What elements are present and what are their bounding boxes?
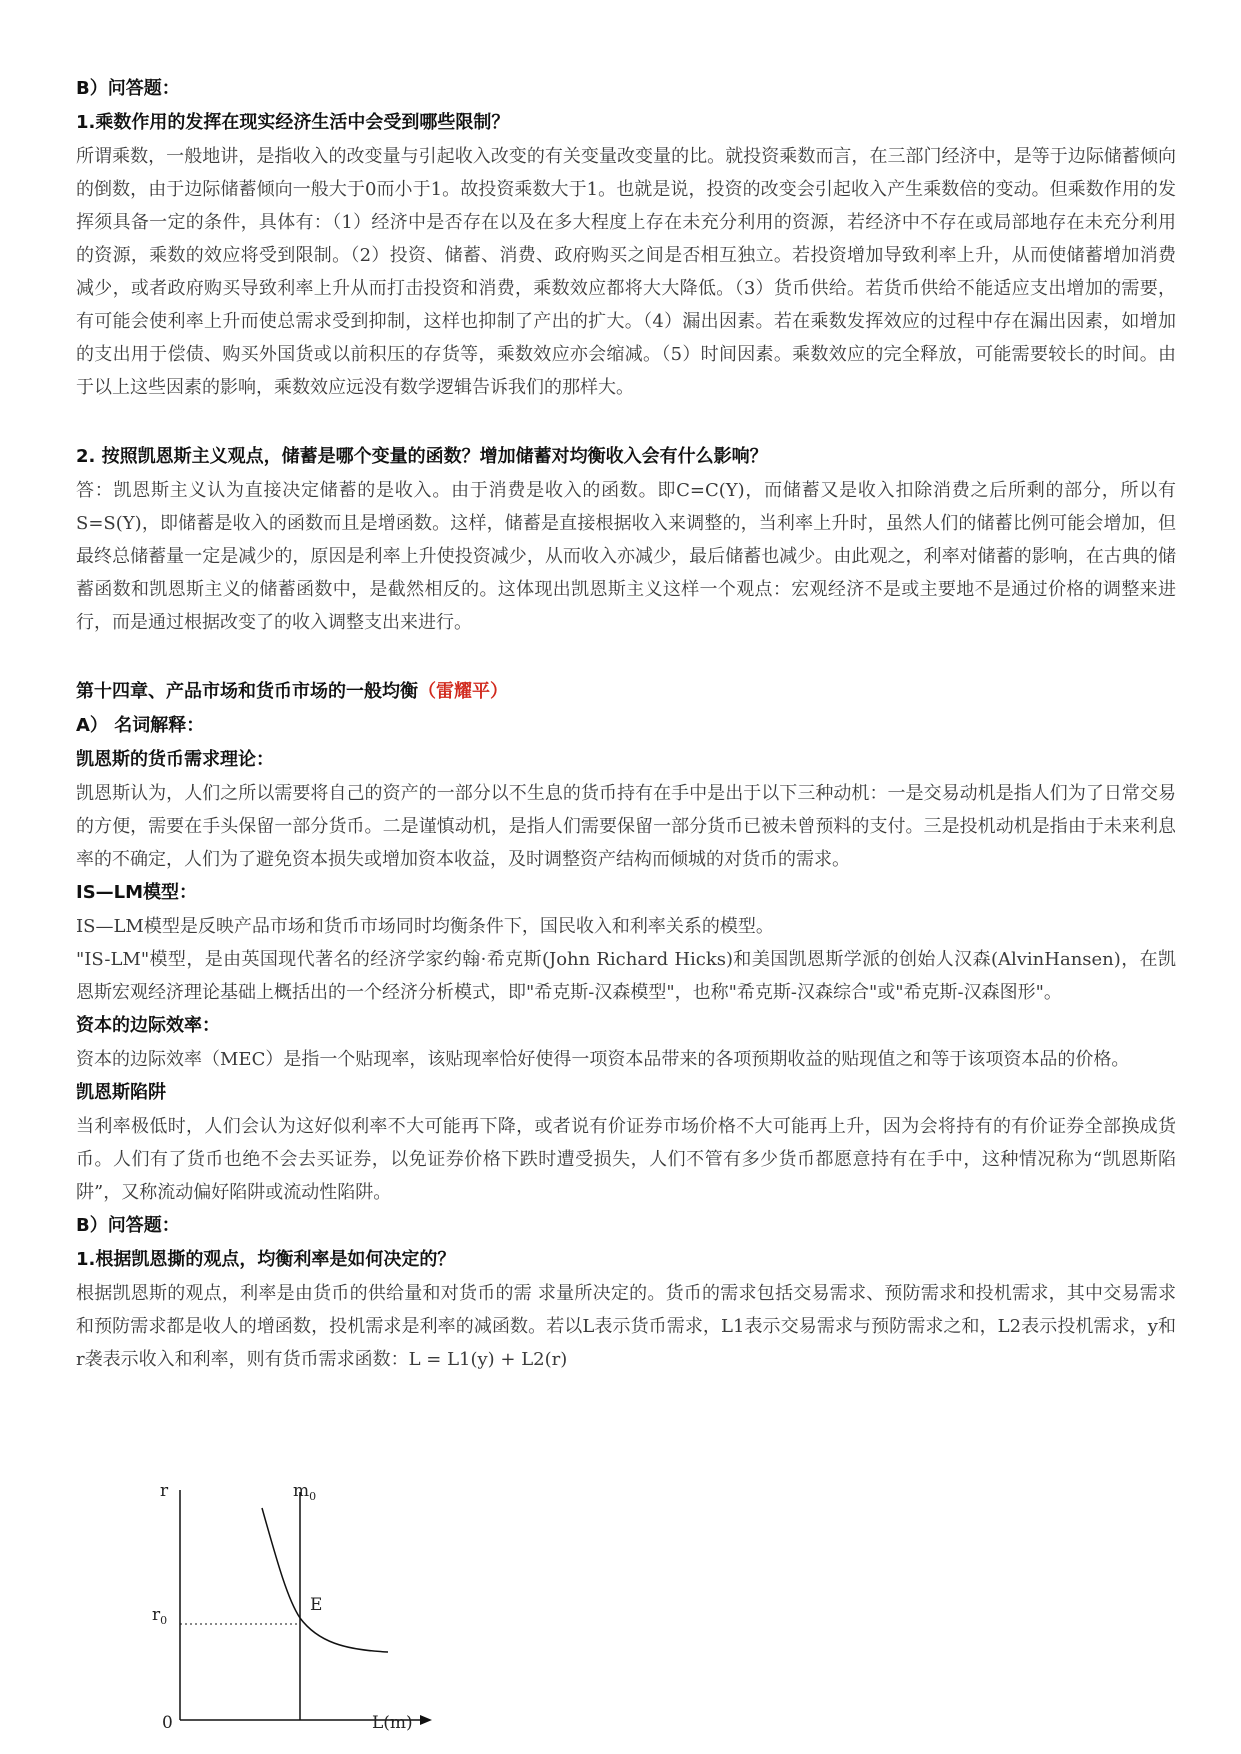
money-supply-label-sub: 0 xyxy=(309,1490,317,1503)
term-mec: 资本的边际效率： xyxy=(76,1015,220,1036)
chapter-author: （雷耀平） xyxy=(418,681,508,702)
origin-label: 0 xyxy=(162,1713,173,1733)
qa-heading: B）问答题： xyxy=(76,78,180,99)
chapter-question-1-title: 1.根据凯恩撕的观点，均衡利率是如何决定的？ xyxy=(76,1249,456,1270)
term-keynes-money-demand: 凯恩斯的货币需求理论： xyxy=(76,749,274,770)
term-keynes-money-demand-text: 凯恩斯认为，人们之所以需要将自己的资产的一部分以不生息的货币持有在手中是出于以下三种动机：一是交易动机是指人们为了日常交易的方便，需要在手头保留一部分货币。二是谨慎动机，是指人们需要保留一部分货币已被未曾预料的支付。三是投机动机是指由于未来利息率的不确定，人们为了避免资本损失或增加资本收益，及时调整资产结构而倾城的对货币的需求。 xyxy=(76,783,1176,870)
equilibrium-point-label: E xyxy=(310,1595,323,1615)
money-supply-label xyxy=(293,1481,316,1503)
money-supply-label-main: m xyxy=(293,1481,310,1501)
money-market-diagram xyxy=(150,1470,470,1740)
question-1-title: 1.乘数作用的发挥在现实经济生活中会受到哪些限制？ xyxy=(76,112,510,133)
r0-label-sub: 0 xyxy=(160,1614,168,1627)
money-market-svg xyxy=(150,1470,470,1740)
y-axis-label: r xyxy=(160,1481,169,1501)
chapter-title-text: 第十四章、产品市场和货币市场的一般均衡 xyxy=(76,681,418,702)
term-liquidity-trap-text: 当利率极低时，人们会认为这好似利率不大可能再下降，或者说有价证券市场价格不大可能再上升，因为会将持有的有价证券全部换成货币。人们有了货币也绝不会去买证券，以免证券价格下跌时遭受损失，人们不管有多少货币都愿意持有在手中，这种情况称为“凯恩斯陷阱”，又称流动偏好陷阱或流动性陷阱。 xyxy=(76,1116,1176,1203)
question-2-title: 2. 按照凯恩斯主义观点，储蓄是哪个变量的函数？增加储蓄对均衡收入会有什么影响？ xyxy=(76,446,768,467)
r0-label-main: r xyxy=(152,1605,161,1625)
chapter-question-1-answer: 根据凯恩斯的观点，利率是由货币的供给量和对货币的需 求量所决定的。货币的需求包括交易需求、预防需求和投机需求，其中交易需求和预防需求都是收人的增函数，投机需求是利率的减函数。若以L表示货币需求，L1表示交易需求与预防需求之和，L2表示投机需求，y和r袭表示收入和利率，则有货币需求函数：L = L1(y) + L2(r) xyxy=(76,1283,1176,1370)
term-is-lm-text-2: "IS-LM"模型，是由英国现代著名的经济学家约翰·希克斯(John Richard Hicks)和美国凯恩斯学派的创始人汉森(AlvinHansen)，在凯恩斯宏观经济理论基础上概括出的一个经济分析模式，即"希克斯-汉森模型"，也称"希克斯-汉森综合"或"希克斯-汉森图形"。 xyxy=(76,949,1176,1003)
chapter-title xyxy=(76,675,1176,709)
term-is-lm-text-1: IS—LM模型是反映产品市场和货币市场同时均衡条件下，国民收入和利率关系的模型。 xyxy=(76,916,774,937)
question-1-answer: 所谓乘数，一般地讲，是指收入的改变量与引起收入改变的有关变量改变量的比。就投资乘数而言，在三部门经济中，是等于边际储蓄倾向的倒数，由于边际储蓄倾向一般大于0而小于1。故投资乘数大于1。也就是说，投资的改变会引起收入产生乘数倍的变动。但乘数作用的发挥须具备一定的条件，具体有：（1）经济中是否存在以及在多大程度上存在未充分利用的资源，若经济中不存在或局部地存在未充分利用的资源，乘数的效应将受到限制。（2）投资、储蓄、消费、政府购买之间是否相互独立。若投资增加导致利率上升，从而使储蓄增加消费减少，或者政府购买导致利率上升从而打击投资和消费，乘数效应都将大大降低。（3）货币供给。若货币供给不能适应支出增加的需要，有可能会使利率上升而使总需求受到抑制，这样也抑制了产出的扩大。（4）漏出因素。若在乘数发挥效应的过程中存在漏出因素，如增加的支出用于偿债、购买外国货或以前积压的存货等，乘数效应亦会缩减。（5）时间因素。乘数效应的完全释放，可能需要较长的时间。由于以上这些因素的影响，乘数效应远没有数学逻辑告诉我们的那样大。 xyxy=(76,146,1176,398)
x-axis-label: L(m) xyxy=(372,1713,413,1733)
x-axis-arrow xyxy=(420,1715,432,1725)
terms-heading: A） 名词解释： xyxy=(76,715,205,736)
question-2-answer: 答：凯恩斯主义认为直接决定储蓄的是收入。由于消费是收入的函数。即C=C(Y)，而储蓄又是收入扣除消费之后所剩的部分，所以有S=S(Y)，即储蓄是收入的函数而且是增函数。这样，储蓄是直接根据收入来调整的，当利率上升时，虽然人们的储蓄比例可能会增加，但最终总储蓄量一定是减少的，原因是利率上升使投资减少，从而收入亦减少，最后储蓄也减少。由此观之，利率对储蓄的影响，在古典的储蓄函数和凯恩斯主义的储蓄函数中，是截然相反的。这体现出凯恩斯主义这样一个观点：宏观经济不是或主要地不是通过价格的调整来进行，而是通过根据改变了的收入调整支出来进行。 xyxy=(76,480,1176,633)
r0-label xyxy=(152,1605,167,1627)
money-demand-curve xyxy=(262,1508,388,1652)
term-liquidity-trap: 凯恩斯陷阱 xyxy=(76,1082,166,1103)
term-mec-text: 资本的边际效率（MEC）是指一个贴现率，该贴现率恰好使得一项资本品带来的各项预期收益的贴现值之和等于该项资本品的价格。 xyxy=(76,1049,1130,1070)
document-page xyxy=(76,72,1176,1376)
chapter-qa-heading: B）问答题： xyxy=(76,1215,180,1236)
term-is-lm: IS—LM模型： xyxy=(76,882,198,903)
